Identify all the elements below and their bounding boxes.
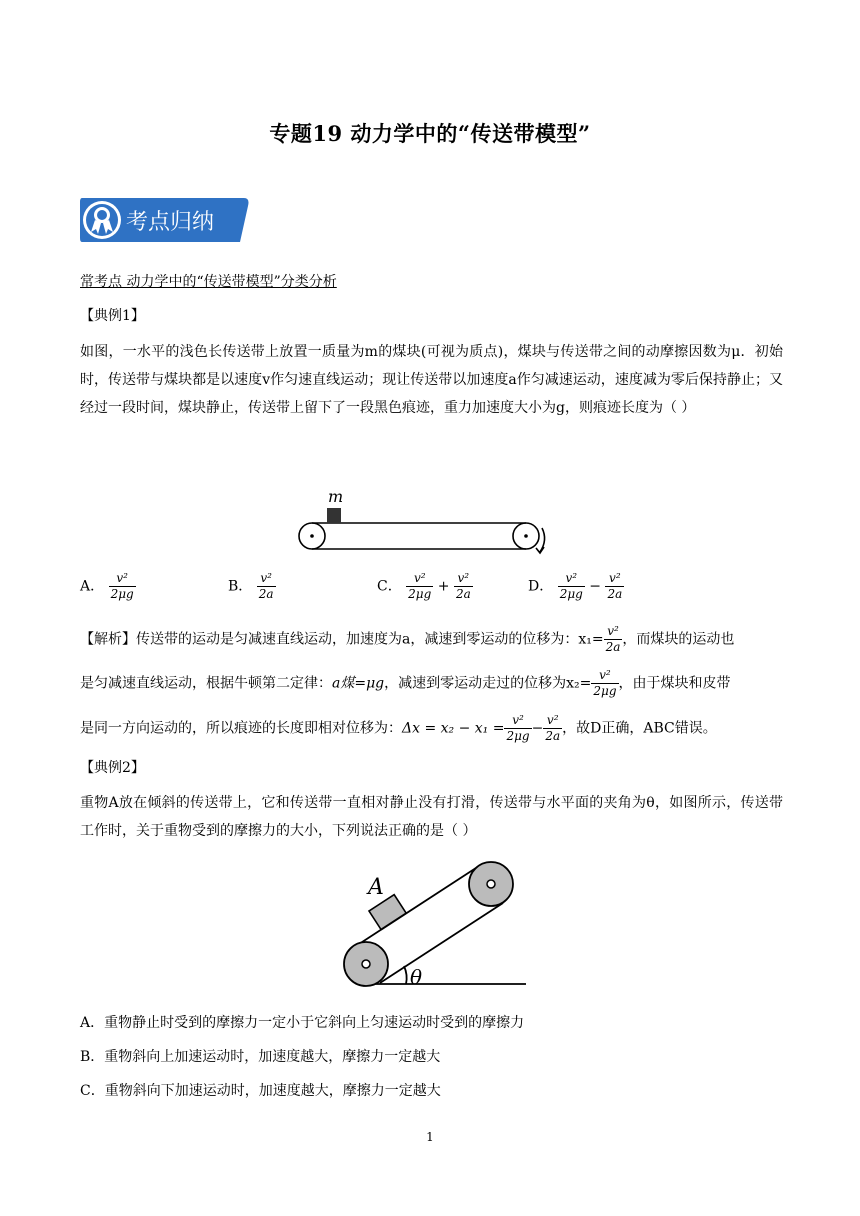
- analysis-line-1: 【解析】传送带的运动是匀减速直线运动，加速度为a，减速到零运动的位移为：x₁= $\frac{\text{v²}}{2a}$ ，而煤块的运动也: [80, 624, 735, 654]
- option-c: C． $\frac{\text{v²}}{2\mu g}$ + $\frac{\text{v²}}{2a}$: [377, 571, 471, 601]
- example2-label: 【典例2】: [80, 760, 145, 776]
- section-heading: 常考点 动力学中的“传送带模型”分类分析: [80, 274, 337, 290]
- example1-text: 如图，一水平的浅色长传送带上放置一质量为m的煤块(可视为质点)，煤块与传送带之间的动摩擦因数为μ．初始时，传送带与煤块都是以速度v作匀速直线运动；现让传送带以加速度a作匀减速运动，速度减为零后保持静止；又经过一段时间，煤块静止，传送带上留下了一段黑色痕迹，重力加速度大小为g，则痕迹长度为（ ）: [80, 344, 783, 416]
- analysis-line-2: 是匀减速直线运动，根据牛顿第二定律：a煤=μg，减速到零运动走过的位移为x₂= $\frac{\text{v²}}{2\mu g}$ ，由于煤块和皮带: [80, 668, 731, 698]
- option-a: A． $\frac{\text{v²}}{2\mu g}$: [80, 571, 134, 601]
- example2-option-c: C．重物斜向下加速运动时，加速度越大，摩擦力一定越大: [80, 1083, 441, 1099]
- badge-text: 考点归纳: [126, 210, 215, 235]
- conveyor-figure-1: [290, 478, 560, 558]
- block-label-m: m: [328, 487, 344, 506]
- example2-option-b: B．重物斜向上加速运动时，加速度越大，摩擦力一定越大: [80, 1049, 441, 1065]
- coal-block: [327, 508, 341, 523]
- example2-option-a: A．重物静止时受到的摩擦力一定小于它斜向上匀速运动时受到的摩擦力: [80, 1015, 525, 1031]
- analysis-line-3: 是同一方向运动的，所以痕迹的长度即相对位移为：Δx = x₂ − x₁ = $\frac{\text{v²}}{2\mu g}$ − $\frac{\text{v²}}{2a}$ ，故D正确，ABC错误。: [80, 713, 717, 743]
- conveyor-figure-2: [336, 856, 536, 992]
- example1-label: 【典例1】: [80, 308, 145, 324]
- section-badge: [80, 198, 250, 242]
- page-number: 1: [426, 1130, 434, 1144]
- block-label-a: A: [368, 875, 384, 900]
- page-title: 专题19 动力学中的“传送带模型”: [269, 121, 591, 146]
- option-b: B． $\frac{\text{v²}}{2a}$: [228, 571, 274, 601]
- angle-label-theta: θ: [410, 965, 423, 989]
- option-d: D． $\frac{\text{v²}}{2\mu g}$ − $\frac{\text{v²}}{2a}$: [528, 571, 623, 601]
- example2-text: 重物A放在倾斜的传送带上，它和传送带一直相对静止没有打滑，传送带与水平面的夹角为θ，如图所示，传送带工作时，关于重物受到的摩擦力的大小，下列说法正确的是（ ）: [80, 795, 783, 839]
